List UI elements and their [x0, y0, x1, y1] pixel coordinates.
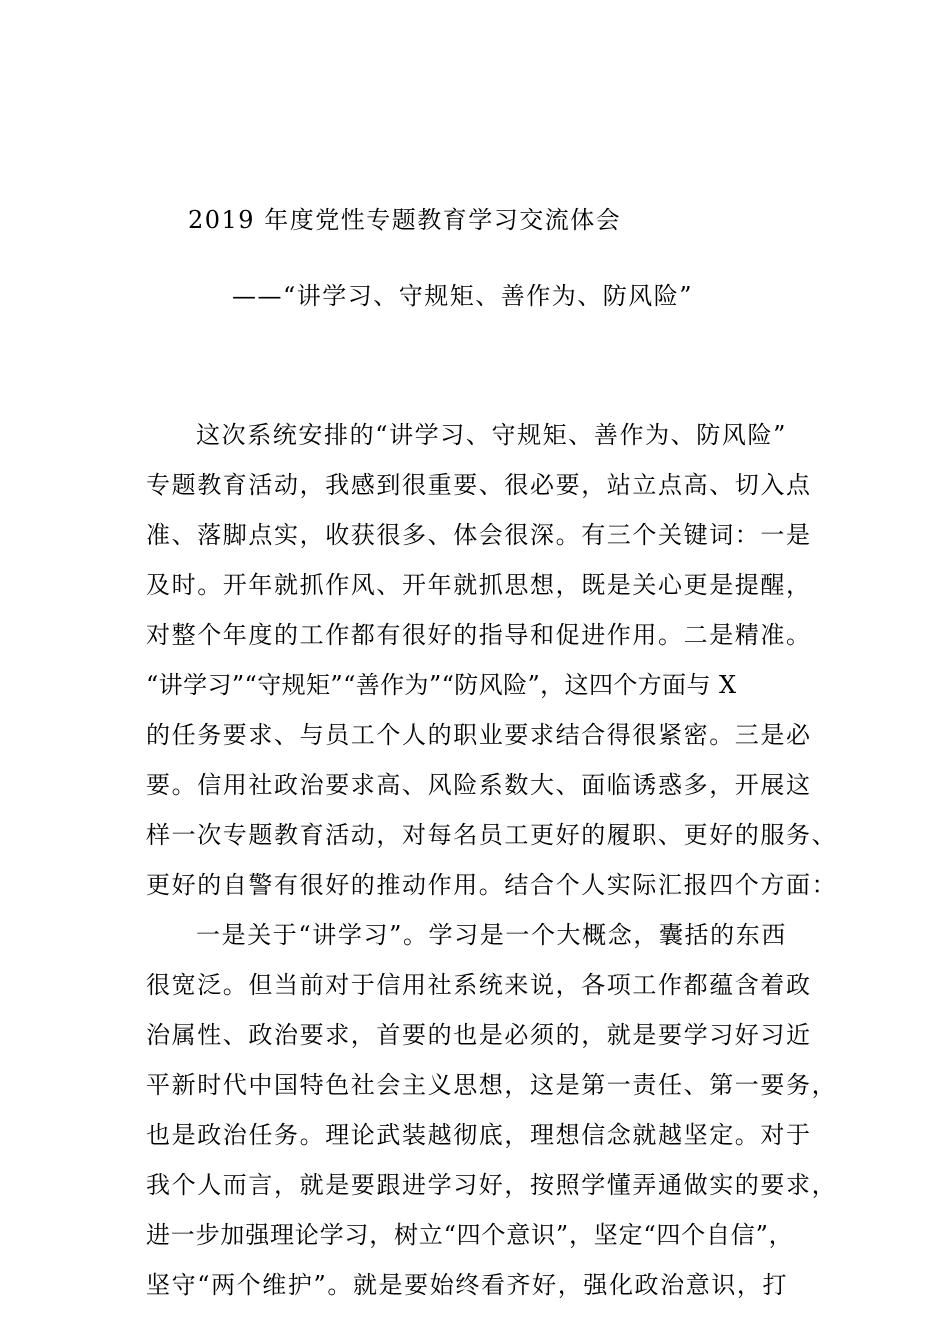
body-line: 进一步加强理论学习，树立“四个意识”，坚定“四个自信”，: [146, 1221, 794, 1249]
body-line: 更好的自警有很好的推动作用。结合个人实际汇报四个方面：: [146, 871, 838, 899]
body-line: 坚守“两个维护”。就是要始终看齐好，强化政治意识，打: [146, 1271, 789, 1299]
body-line: 很宽泛。但当前对于信用社系统来说，各项工作都蕴含着政: [146, 971, 812, 999]
body-line: 平新时代中国特色社会主义思想，这是第一责任、第一要务，: [146, 1071, 838, 1099]
body-line: 对整个年度的工作都有很好的指导和促进作用。二是精准。: [146, 621, 812, 649]
body-line: 及时。开年就抓作风、开年就抓思想，既是关心更是提醒，: [146, 571, 812, 599]
body-line: 我个人而言，就是要跟进学习好，按照学懂弄通做实的要求，: [146, 1171, 838, 1199]
body-line: 样一次专题教育活动，对每名员工更好的履职、更好的服务、: [146, 821, 838, 849]
body-line: “讲学习”“守规矩”“善作为”“防风险”，这四个方面与 X: [146, 671, 737, 699]
body-line: 一是关于“讲学习”。学习是一个大概念，囊括的东西: [196, 921, 787, 949]
body-line: 治属性、政治要求，首要的也是必须的，就是要学习好习近: [146, 1021, 812, 1049]
document-title: 2019 年度党性专题教育学习交流体会: [188, 206, 622, 234]
body-line: 的任务要求、与员工个人的职业要求结合得很紧密。三是必: [146, 721, 812, 749]
body-line: 专题教育活动，我感到很重要、很必要，站立点高、切入点: [146, 471, 812, 499]
body-line: 这次系统安排的“讲学习、守规矩、善作为、防风险”: [196, 421, 787, 449]
document-subtitle: ——“讲学习、守规矩、善作为、防风险”: [232, 282, 694, 310]
body-line: 也是政治任务。理论武装越彻底，理想信念就越坚定。对于: [146, 1121, 812, 1149]
body-line: 准、落脚点实，收获很多、体会很深。有三个关键词：一是: [146, 521, 812, 549]
body-line: 要。信用社政治要求高、风险系数大、面临诱惑多，开展这: [146, 771, 812, 799]
